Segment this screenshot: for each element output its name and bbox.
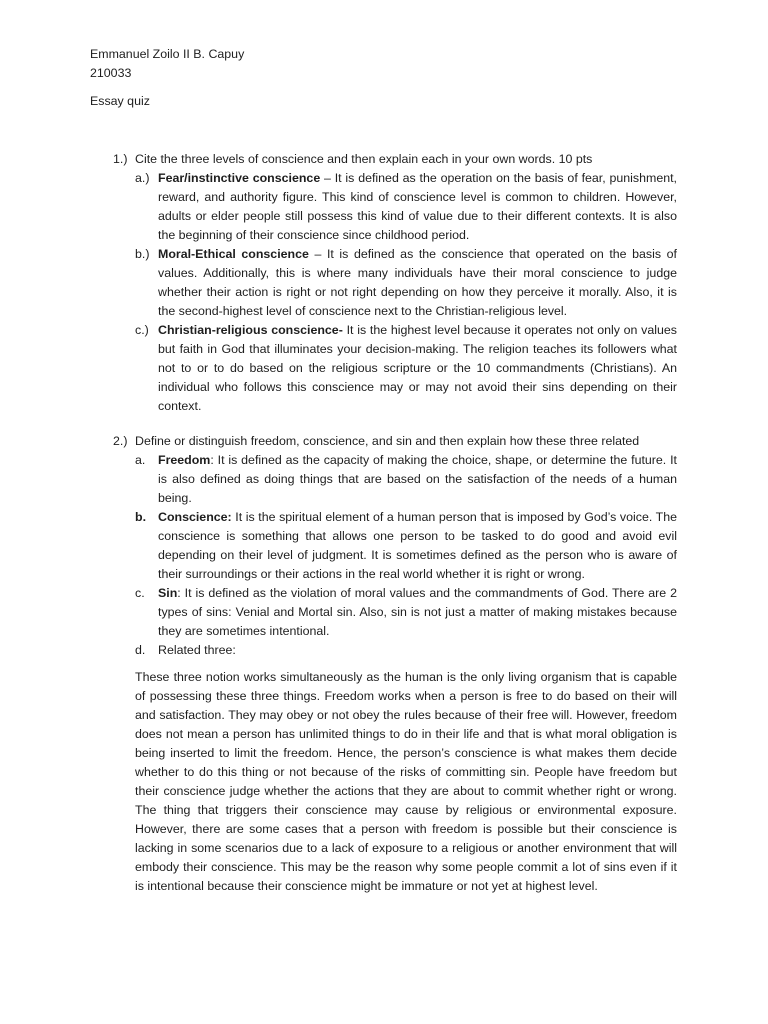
item-term: Christian-religious conscience- xyxy=(158,323,343,337)
answer-item-a xyxy=(90,169,677,245)
item-text: : It is defined as the capacity of making the choice, shape, or determine the future. It is also defined as doing things that are based on the satisfaction of the needs of a human being. xyxy=(158,453,677,505)
student-id: 210033 xyxy=(90,65,132,80)
question-text: Cite the three levels of conscience and then explain each in your own words. 10 pts xyxy=(135,152,593,166)
essay-title: Essay quiz xyxy=(90,94,150,108)
item-letter: c. xyxy=(135,586,145,600)
item-text: – It is defined as the conscience that operated on the basis of values. Additionally, this is where many individuals have their moral conscience to judge whether their action is right or not right depending on how they perceive it morally. Also, it is the second-highest level of conscience next to the Christian-religious level. xyxy=(158,247,677,318)
item-text: It is the spiritual element of a human person that is imposed by God’s voice. The conscience is something that allows one person to be tasked to do good and avoid evil depending on their level of judgment. It is sometimes defined as the person who is aware of their surroundings or their actions in the real world whether it is right or wrong. xyxy=(158,510,677,581)
item-term: Moral-Ethical conscience xyxy=(158,247,309,261)
item-text: : It is defined as the violation of moral values and the commandments of God. There are 2 types of sins: Venial and Mortal sin. Also, sin is not just a matter of making mistakes because they are sometimes intentional. xyxy=(158,586,677,638)
document-header xyxy=(90,45,244,111)
question-text: Define or distinguish freedom, conscience, and sin and then explain how these three related xyxy=(135,434,640,448)
item-letter: a.) xyxy=(135,171,150,185)
question-2 xyxy=(90,432,677,896)
item-term: Freedom xyxy=(158,453,211,467)
answer-item-c xyxy=(90,584,677,641)
item-term: Conscience: xyxy=(158,510,232,524)
question-2-prompt xyxy=(90,432,677,451)
item-letter: b. xyxy=(135,510,147,524)
answer-item-b xyxy=(90,508,677,584)
answer-item-d xyxy=(90,641,677,660)
item-term: Sin xyxy=(158,586,178,600)
question-number: 1.) xyxy=(113,152,128,166)
item-text: Related three: xyxy=(158,643,236,657)
item-term: Fear/instinctive conscience xyxy=(158,171,321,185)
answer-item-c xyxy=(90,321,677,416)
item-letter: a. xyxy=(135,453,146,467)
item-letter: d. xyxy=(135,643,146,657)
question-1-prompt xyxy=(90,150,677,169)
question-1 xyxy=(90,150,677,416)
answer-item-a xyxy=(90,451,677,508)
answer-item-b xyxy=(90,245,677,321)
related-paragraph: These three notion works simultaneously as the human is the only living organism that is capable of possessing these three things. Freedom works when a person is free to do based on their will and satisfaction. They may obey or not obey the rules because of their free will. However, freedom does not mean a person has unlimited things to do in their life and that is what moral obligation is being inserted to limit the freedom. Hence, the person’s conscience is what makes them decide whether to do this thing or not because of the risks of committing sin. People have freedom but their conscience judge whether the actions that they are about to commit whether right or wrong. The thing that triggers their conscience may cause by religious or environmental exposure. However, there are some cases that a person with freedom is possible but their conscience is lacking in some scenarios due to a lack of exposure to a religious or another environment that will embody their conscience. This may be the reason why some people commit a lot of sins even if it is intentional because their conscience might be immature or not yet at highest level. xyxy=(135,670,677,893)
item-letter: b.) xyxy=(135,247,150,261)
item-letter: c.) xyxy=(135,323,149,337)
student-name: Emmanuel Zoilo II B. Capuy xyxy=(90,47,245,61)
item-text: – It is defined as the operation on the basis of fear, punishment, reward, and authority figure. This kind of conscience level is common to children. However, adults or elder people still possess this kind of value due to their different contexts. It is also the beginning of their conscience since childhood period. xyxy=(158,171,678,242)
question-number: 2.) xyxy=(113,434,128,448)
item-text: It is the highest level because it operates not only on values but faith in God that illuminates your decision-making. The religion teaches its followers what not to or to do based on the religious scripture or the 10 commandments (Christians). An individual who follows this conscience may or may not avoid their sins depending on their context. xyxy=(158,323,677,413)
